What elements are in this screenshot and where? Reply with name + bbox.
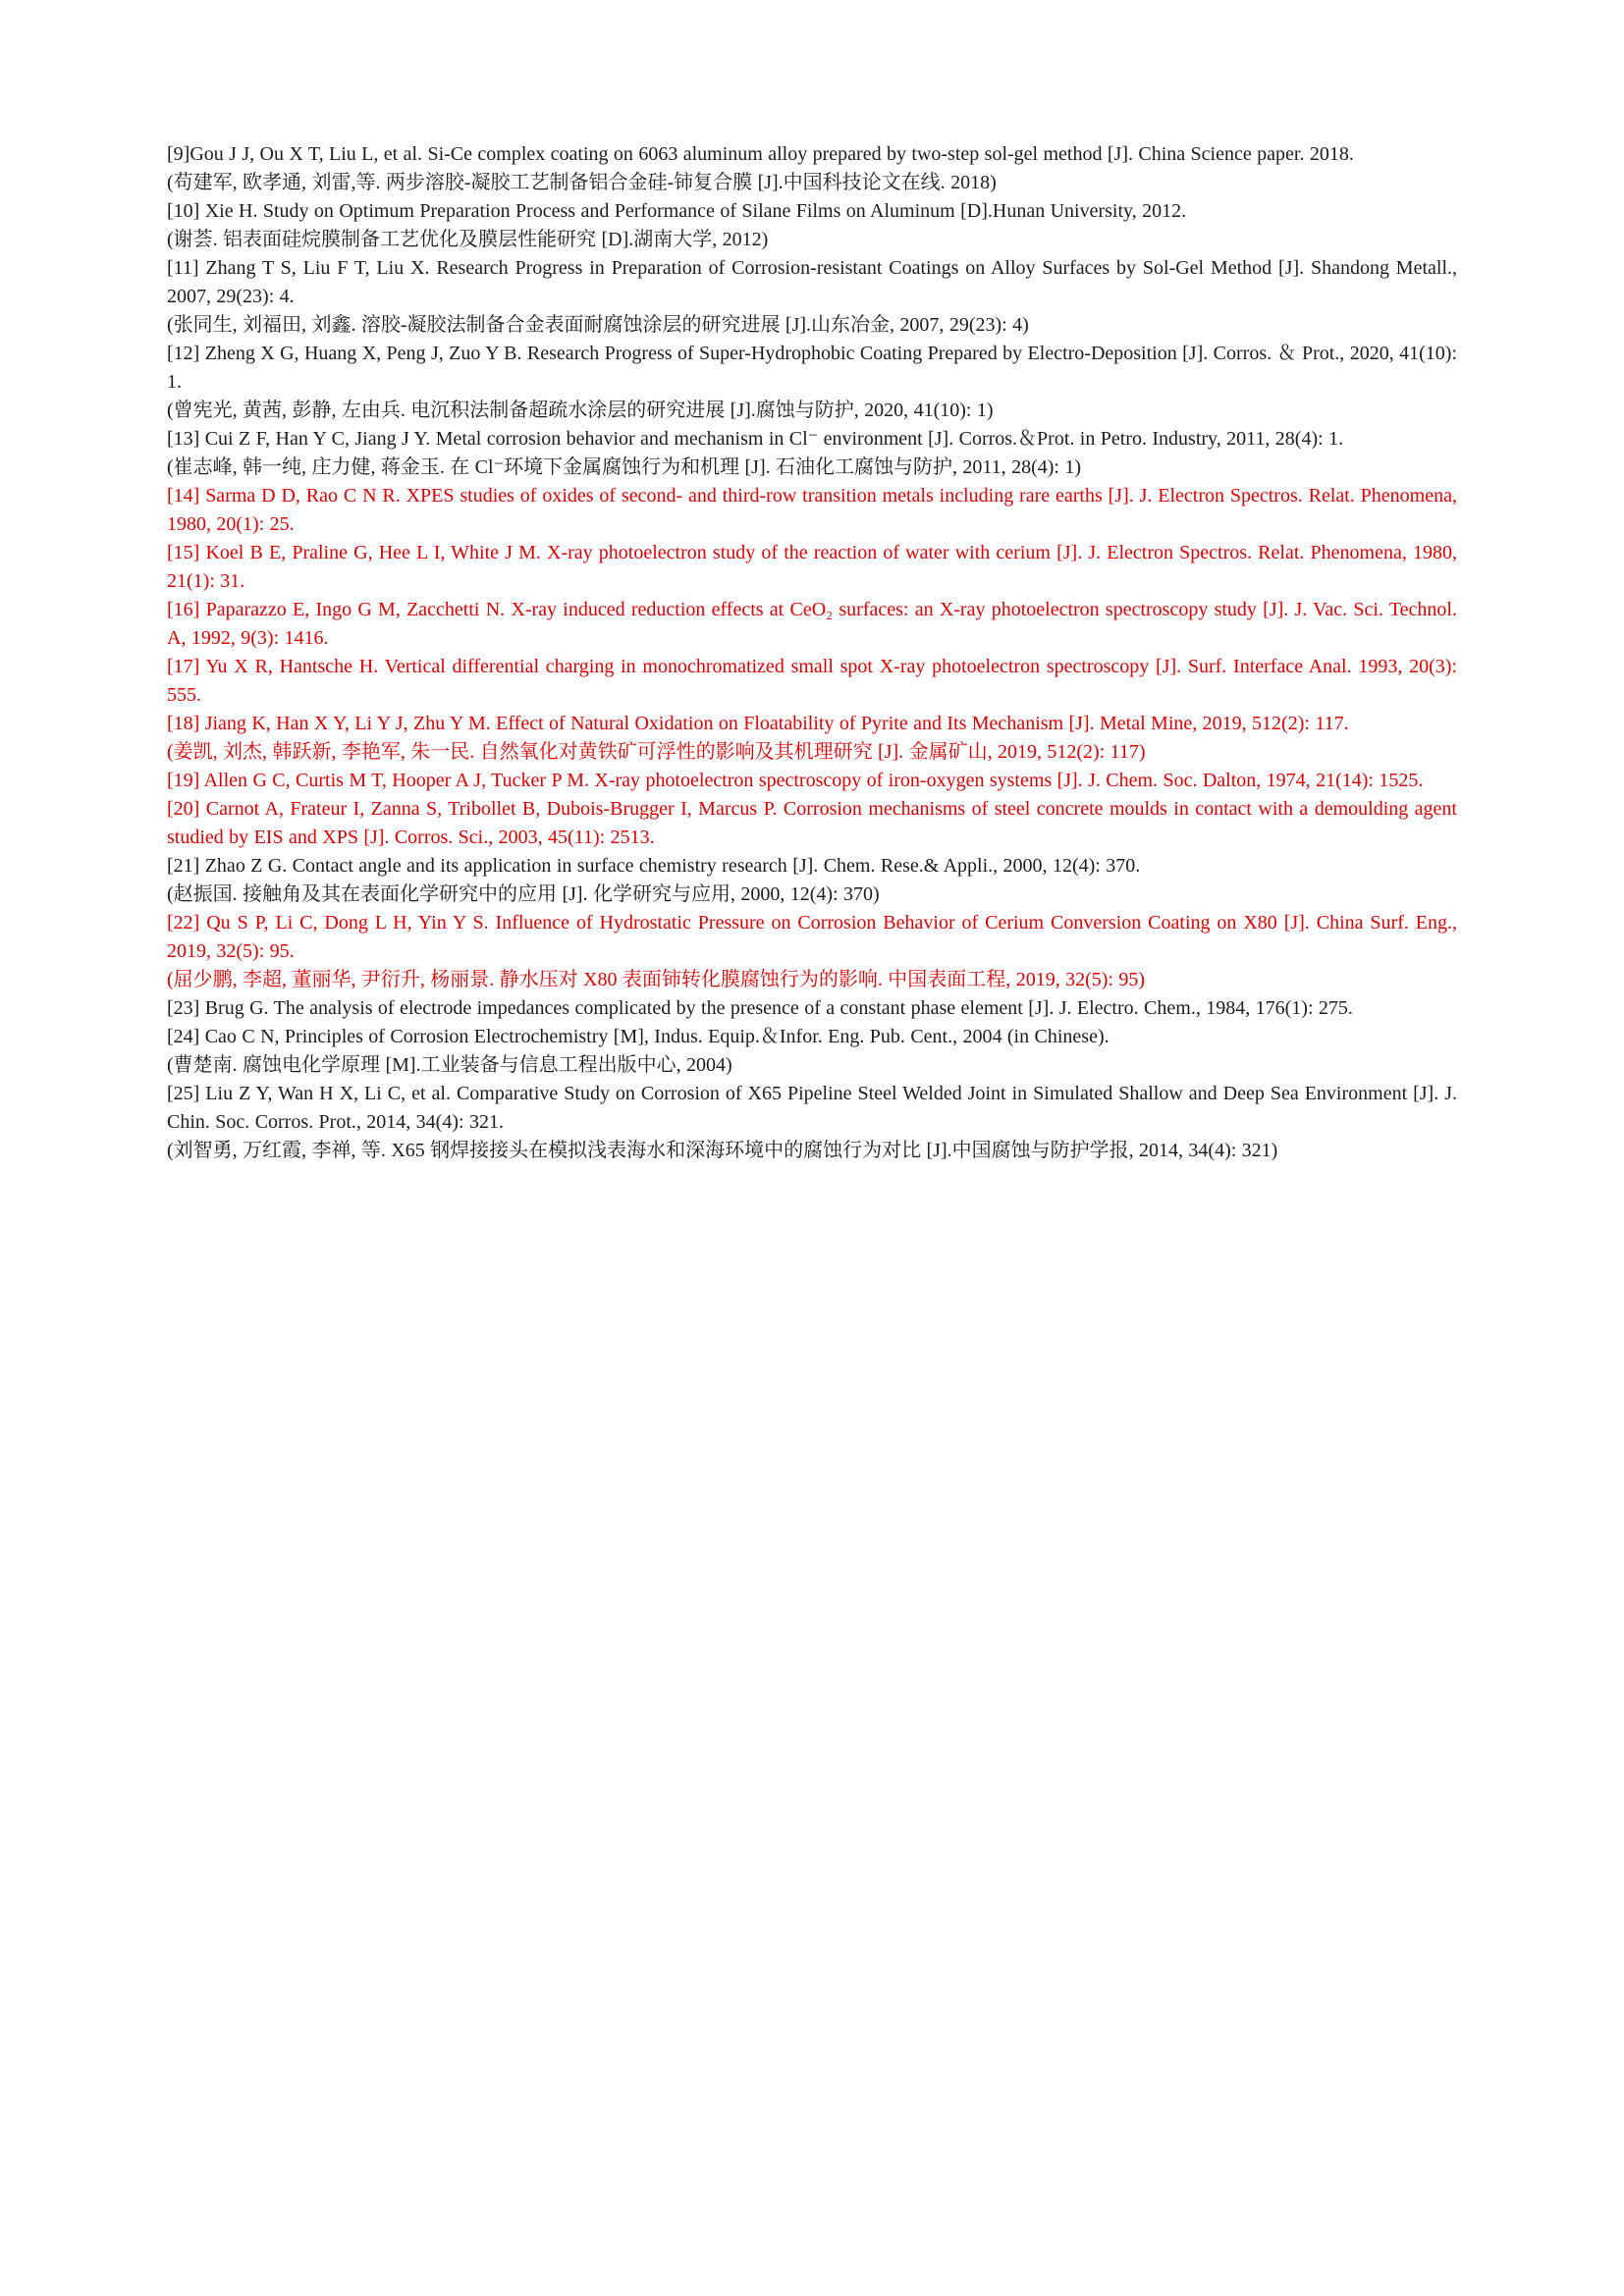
- reference-paragraph: (苟建军, 欧孝通, 刘雷,等. 两步溶胶-凝胶工艺制备铝合金硅-铈复合膜 [J].中国科技论文在线. 2018): [167, 172, 997, 193]
- reference-paragraph: (刘智勇, 万红霞, 李禅, 等. X65 钢焊接接头在模拟浅表海水和深海环境中的腐蚀行为对比 [J].中国腐蚀与防护学报, 2014, 34(4): 321): [167, 1140, 1278, 1161]
- reference-paragraph: [24] Cao C N, Principles of Corrosion Electrochemistry [M], Indus. Equip.＆Infor. Eng. Pub. Cent., 2004 (in Chinese).: [167, 1026, 1110, 1047]
- reference-paragraph: (崔志峰, 韩一纯, 庄力健, 蒋金玉. 在 Cl⁻环境下金属腐蚀行为和机理 [J]. 石油化工腐蚀与防护, 2011, 28(4): 1): [167, 456, 1082, 478]
- reference-paragraph: (赵振国. 接触角及其在表面化学研究中的应用 [J]. 化学研究与应用, 2000, 12(4): 370): [167, 883, 880, 905]
- reference-paragraph: [19] Allen G C, Curtis M T, Hooper A J, Tucker P M. X-ray photoelectron spectroscopy of iron-oxygen systems [J]. J. Chem. Soc. Dalton, 1974, 21(14): 1525.: [167, 770, 1424, 791]
- reference-paragraph: [18] Jiang K, Han X Y, Li Y J, Zhu Y M. Effect of Natural Oxidation on Floatability of Pyrite and Its Mechanism [J]. Metal Mine, 2019, 512(2): 117.: [167, 713, 1349, 734]
- reference-paragraph: [20] Carnot A, Frateur I, Zanna S, Tribollet B, Dubois-Brugger I, Marcus P. Corrosion mechanisms of steel concrete moulds in contact with a demoulding agent studied by EIS and XPS [J]. Corros. Sci., 2003, 45(11): 2513.: [167, 798, 1457, 848]
- reference-paragraph: (曾宪光, 黄茜, 彭静, 左由兵. 电沉积法制备超疏水涂层的研究进展 [J].腐蚀与防护, 2020, 41(10): 1): [167, 400, 994, 421]
- references-list: [167, 140, 1457, 1165]
- reference-paragraph: [21] Zhao Z G. Contact angle and its application in surface chemistry research [J]. Chem. Rese.& Appli., 2000, 12(4): 370.: [167, 855, 1141, 877]
- reference-paragraph: [23] Brug G. The analysis of electrode impedances complicated by the presence of a constant phase element [J]. J. Electro. Chem., 1984, 176(1): 275.: [167, 997, 1353, 1019]
- reference-paragraph: (屈少鹏, 李超, 董丽华, 尹衍升, 杨丽景. 静水压对 X80 表面铈转化膜腐蚀行为的影响. 中国表面工程, 2019, 32(5): 95): [167, 969, 1146, 990]
- reference-paragraph: [25] Liu Z Y, Wan H X, Li C, et al. Comparative Study on Corrosion of X65 Pipeline Steel Welded Joint in Simulated Shallow and Deep Sea Environment [J]. J. Chin. Soc. Corros. Prot., 2014, 34(4): 321.: [167, 1083, 1457, 1133]
- reference-paragraph: (谢荟. 铝表面硅烷膜制备工艺优化及膜层性能研究 [D].湖南大学, 2012): [167, 229, 769, 250]
- reference-paragraph: [12] Zheng X G, Huang X, Peng J, Zuo Y B. Research Progress of Super-Hydrophobic Coating Prepared by Electro-Deposition [J]. Corros. ＆ Prot., 2020, 41(10): 1.: [167, 343, 1457, 393]
- reference-paragraph: (张同生, 刘福田, 刘鑫. 溶胶-凝胶法制备合金表面耐腐蚀涂层的研究进展 [J].山东冶金, 2007, 29(23): 4): [167, 314, 1029, 336]
- reference-paragraph: [10] Xie H. Study on Optimum Preparation Process and Performance of Silane Films on Aluminum [D].Hunan University, 2012.: [167, 200, 1187, 222]
- reference-paragraph: [11] Zhang T S, Liu F T, Liu X. Research Progress in Preparation of Corrosion-resistant Coatings on Alloy Surfaces by Sol-Gel Method [J]. Shandong Metall., 2007, 29(23): 4.: [167, 257, 1457, 307]
- reference-paragraph: [14] Sarma D D, Rao C N R. XPES studies of oxides of second- and third-row transition metals including rare earths [J]. J. Electron Spectros. Relat. Phenomena, 1980, 20(1): 25.: [167, 485, 1457, 535]
- reference-paragraph: [9]Gou J J, Ou X T, Liu L, et al. Si-Ce complex coating on 6063 aluminum alloy prepared by two-step sol-gel method [J]. China Science paper. 2018.: [167, 143, 1354, 165]
- reference-paragraph: [15] Koel B E, Praline G, Hee L I, White J M. X-ray photoelectron study of the reaction of water with cerium [J]. J. Electron Spectros. Relat. Phenomena, 1980, 21(1): 31.: [167, 542, 1457, 592]
- reference-paragraph: [17] Yu X R, Hantsche H. Vertical differential charging in monochromatized small spot X-ray photoelectron spectroscopy [J]. Surf. Interface Anal. 1993, 20(3): 555.: [167, 656, 1457, 706]
- reference-paragraph: (曹楚南. 腐蚀电化学原理 [M].工业装备与信息工程出版中心, 2004): [167, 1054, 732, 1076]
- reference-paragraph: (姜凯, 刘杰, 韩跃新, 李艳军, 朱一民. 自然氧化对黄铁矿可浮性的影响及其机理研究 [J]. 金属矿山, 2019, 512(2): 117): [167, 741, 1146, 763]
- reference-paragraph: [13] Cui Z F, Han Y C, Jiang J Y. Metal corrosion behavior and mechanism in Cl⁻ environment [J]. Corros.＆Prot. in Petro. Industry, 2011, 28(4): 1.: [167, 428, 1344, 450]
- reference-paragraph: [16] Paparazzo E, Ingo G M, Zacchetti N. X-ray induced reduction effects at CeO₂ surfaces: an X-ray photoelectron spectroscopy study [J]. J. Vac. Sci. Technol. A, 1992, 9(3): 1416.: [167, 599, 1457, 649]
- reference-paragraph: [22] Qu S P, Li C, Dong L H, Yin Y S. Influence of Hydrostatic Pressure on Corrosion Behavior of Cerium Conversion Coating on X80 [J]. China Surf. Eng., 2019, 32(5): 95.: [167, 912, 1457, 962]
